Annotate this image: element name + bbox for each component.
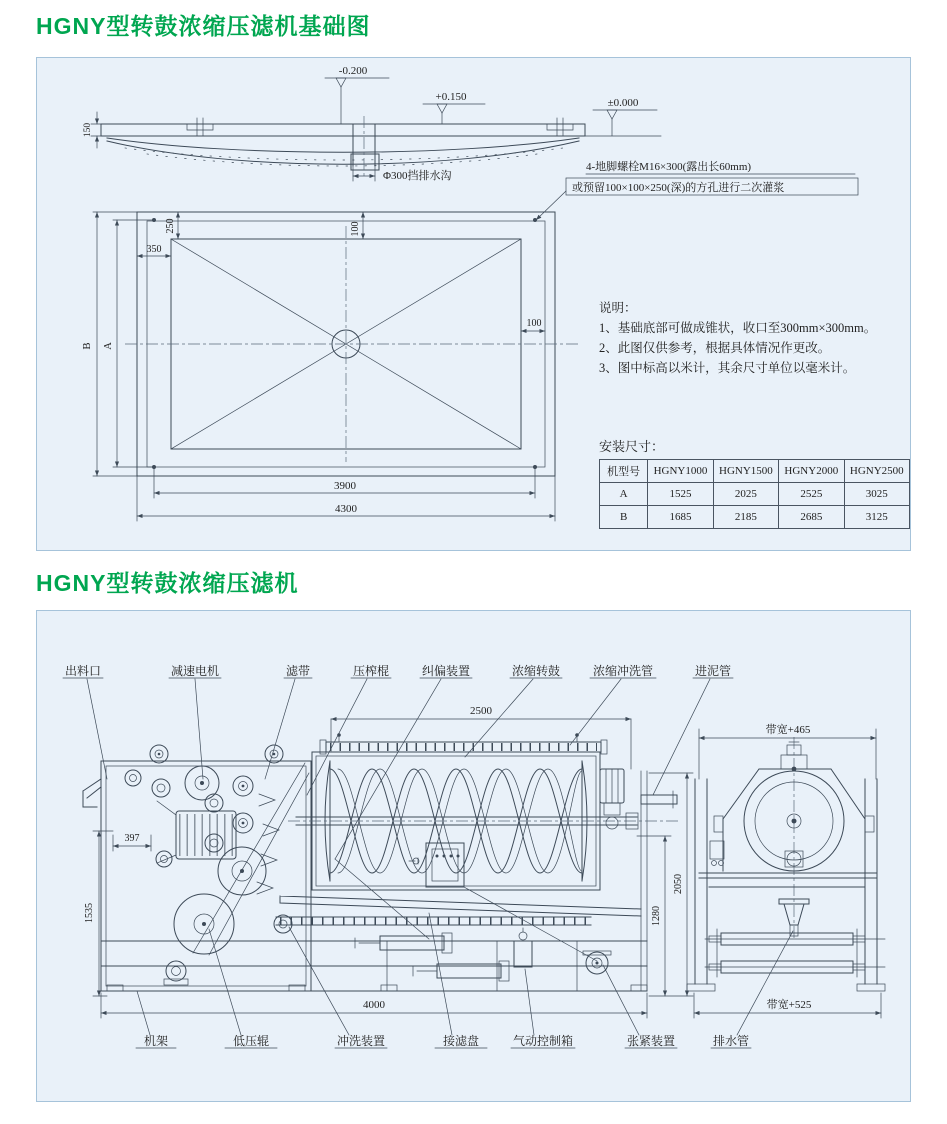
table-header: HGNY2500 — [844, 460, 909, 483]
note-line: 3、图中标高以米计，其余尺寸单位以毫米计。 — [599, 361, 856, 375]
part-label-wash-device: 冲洗装置 — [336, 1034, 386, 1048]
wash-pipe — [320, 733, 607, 754]
note-line: 2、此图仅供参考，根据具体情况作更改。 — [599, 341, 831, 355]
part-label-belt: 滤带 — [285, 664, 311, 678]
dim-value: 150 — [83, 122, 93, 138]
cylinder-lower — [413, 961, 509, 981]
note-line: 1、基础底部可做成锥状，收口至300mm×300mm。 — [599, 321, 877, 335]
dim-3900: 3900 — [334, 480, 356, 492]
part-label-inlet-pipe: 进泥管 — [694, 664, 732, 678]
part-label-lp-roller: 低压辊 — [232, 1034, 270, 1048]
note-line1: 4-地脚螺栓M16×300(露出长60mm) — [586, 161, 752, 173]
gear-motor — [157, 766, 236, 863]
dim-100-right: 100 — [526, 318, 542, 329]
pneumatic-box — [514, 928, 532, 967]
drain-label: Φ300挡排水沟 — [383, 170, 452, 182]
part-label-pneumatic-box: 气动控制箱 — [512, 1034, 574, 1048]
table-cell: B — [600, 506, 648, 529]
part-label-tray: 接滤盘 — [442, 1034, 480, 1048]
note-line2: 或预留100×100×250(深)的方孔进行二次灌浆 — [572, 182, 785, 194]
machine-diagram-panel — [36, 610, 911, 1102]
dim-1280: 1280 — [651, 906, 662, 926]
table-cell: 2525 — [779, 483, 844, 506]
dim-250: 250 — [165, 218, 176, 234]
table-cell: 2185 — [713, 506, 778, 529]
install-dimensions — [599, 436, 910, 529]
table-caption: 安装尺寸： — [599, 439, 665, 454]
part-label-gearmotor: 减速电机 — [170, 664, 220, 678]
dim-A: A — [103, 342, 114, 350]
dim-B: B — [82, 342, 93, 350]
table-header: 机型号 — [600, 460, 648, 483]
discharge-chute — [83, 779, 101, 807]
machine-end-view — [687, 722, 885, 1018]
part-label-press-roller: 压榨棍 — [352, 664, 390, 678]
foundation-plan-view — [82, 212, 581, 521]
table-header: HGNY1000 — [648, 460, 713, 483]
table-cell: 3025 — [844, 483, 909, 506]
part-label-drum: 浓缩转鼓 — [511, 664, 561, 678]
table-cell: 2025 — [713, 483, 778, 506]
tension-device — [583, 951, 611, 974]
machine-drawing — [37, 611, 910, 1101]
notes-title: 说明： — [599, 301, 637, 315]
part-label-aligner: 纠偏装置 — [421, 664, 471, 678]
machine-side-view — [83, 733, 679, 991]
part-label-chute: 出料口 — [64, 664, 102, 678]
part-label-wash-pipe: 浓缩冲洗管 — [592, 664, 654, 678]
dim-150 — [83, 112, 109, 148]
level-value: ±0.000 — [607, 97, 639, 109]
dim-4300: 4300 — [335, 503, 357, 515]
dim-beltwidth-465: 带宽+465 — [765, 724, 811, 736]
part-label-drain-pipe: 排水管 — [712, 1034, 750, 1048]
dim-350: 350 — [146, 244, 162, 255]
level-value: -0.200 — [338, 65, 368, 77]
level-plus-0150 — [423, 91, 485, 124]
cylinder-upper — [355, 933, 452, 953]
foundation-section-view — [83, 65, 661, 182]
inlet-pipe — [641, 791, 677, 808]
level-value: +0.150 — [435, 91, 467, 103]
install-dimensions-table — [599, 459, 910, 529]
dim-2050: 2050 — [673, 874, 684, 894]
table-cell: 1525 — [648, 483, 713, 506]
table-cell: 2685 — [779, 506, 844, 529]
notes-block — [599, 298, 909, 378]
filtrate-tray — [280, 896, 641, 916]
bottom-part-labels — [136, 913, 793, 1048]
drum-drive-motor — [600, 769, 638, 829]
table-cell: 3125 — [844, 506, 909, 529]
belt-runs — [193, 763, 597, 961]
table-header: HGNY2000 — [779, 460, 844, 483]
scraper-flaps — [257, 794, 279, 894]
level-zero — [585, 97, 661, 136]
part-label-tensioner: 张紧装置 — [626, 1034, 676, 1048]
section1-title: HGNY型转鼓浓缩压滤机基础图 — [36, 13, 371, 39]
table-cell: 1685 — [648, 506, 713, 529]
part-label-frame: 机架 — [143, 1034, 169, 1048]
air-filter-unit — [710, 841, 724, 866]
level-minus-0200 — [325, 65, 389, 124]
dim-4000: 4000 — [363, 999, 385, 1011]
table-header: HGNY1500 — [713, 460, 778, 483]
anchor-bolt-note — [536, 159, 858, 220]
foundation-diagram-panel — [36, 57, 911, 551]
center-bearing-box — [409, 843, 464, 887]
section2-title: HGNY型转鼓浓缩压滤机 — [36, 570, 299, 596]
lower-spray-pipe — [276, 917, 591, 925]
dim-beltwidth-525: 带宽+525 — [766, 999, 812, 1011]
dim-397: 397 — [124, 833, 140, 844]
dim-100-top: 100 — [350, 221, 361, 237]
dim-1535: 1535 — [84, 903, 95, 923]
table-cell: A — [600, 483, 648, 506]
dim-2500: 2500 — [470, 705, 492, 717]
